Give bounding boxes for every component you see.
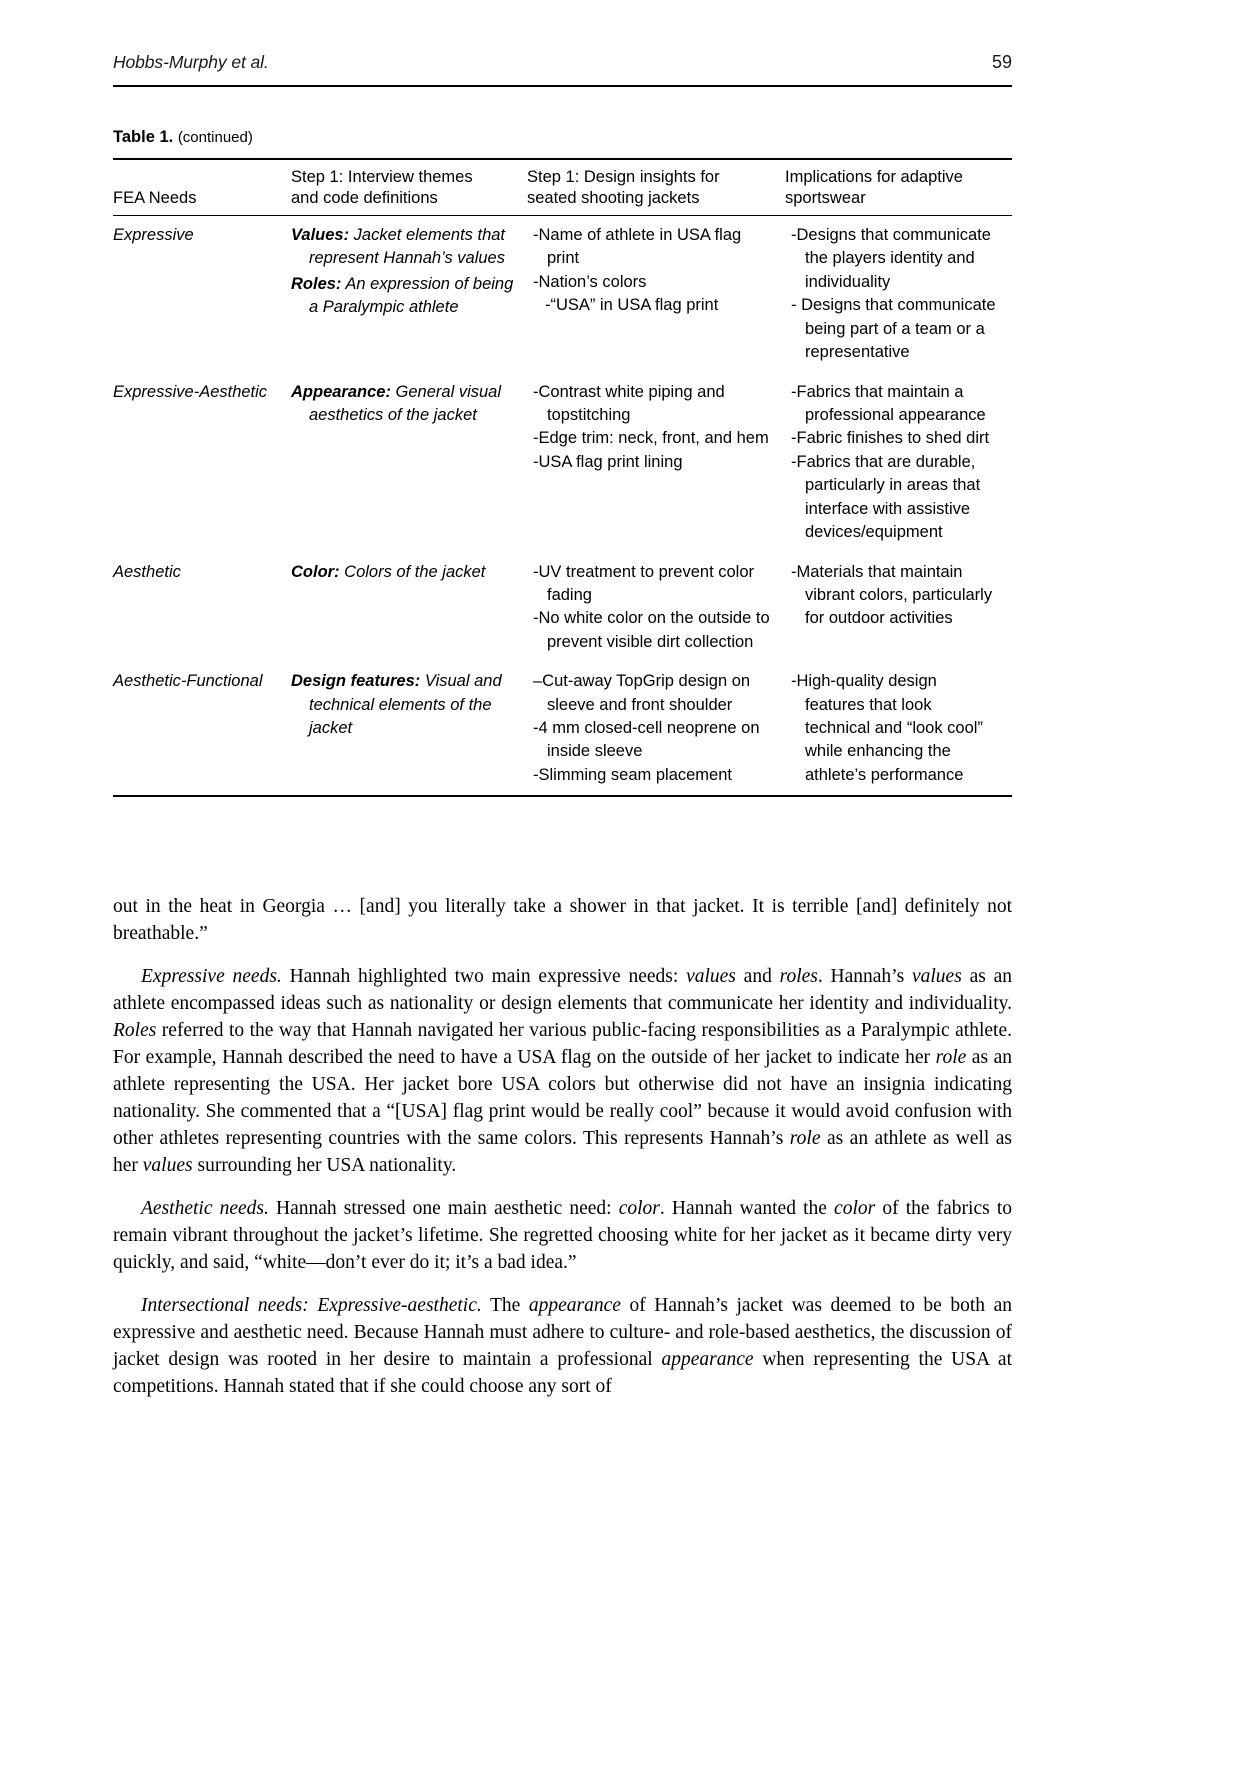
insight-item: -USA flag print lining: [533, 452, 683, 471]
insight-item: -Name of athlete in USA flag print: [533, 226, 742, 268]
paragraph-text: as an athlete encompassed ideas such as nationality or design elements that communicate her identity and individuality.: [113, 966, 1012, 1014]
emphasis-text: appearance: [661, 1349, 754, 1370]
column-header-design-insights: [527, 160, 785, 215]
table-1-block: [113, 127, 1012, 797]
page-number: 59: [991, 52, 1012, 72]
theme-item: [291, 670, 515, 740]
emphasis-text: role: [789, 1128, 821, 1149]
running-head: [113, 52, 1012, 73]
cell-design-insights: [527, 216, 785, 373]
paragraph-text: . Hannah wanted the: [659, 1198, 835, 1219]
theme-item: [291, 561, 515, 584]
implication-item: -Fabrics that are durable, particularly in areas that interface with assistive devices/equipment: [791, 452, 981, 542]
emphasis-text: Aesthetic needs.: [141, 1198, 269, 1219]
table-row: [113, 216, 1012, 373]
emphasis-text: roles: [779, 966, 818, 987]
emphasis-text: appearance: [528, 1295, 621, 1316]
paragraph-text: as an athlete representing the USA. Her jacket bore USA colors but otherwise did not have an insignia indicating nationality. She commented that a “[USA] flag print would be really cool” because it would avoid confusion with other athletes representing countries with the same colors. This represents Hannah’s: [113, 1047, 1012, 1149]
cell-design-insights: [527, 553, 785, 663]
cell-implications: [785, 662, 1012, 795]
theme-item: [291, 224, 515, 271]
implication-item: - Designs that communicate being part of a team or a representative: [791, 296, 996, 362]
cell-fea-need: Expressive-Aesthetic: [113, 382, 268, 401]
implication-item: -Materials that maintain vibrant colors, particularly for outdoor activities: [791, 562, 993, 628]
paragraph-text: surrounding her USA nationality.: [192, 1155, 457, 1176]
theme-item: [291, 273, 515, 320]
insight-item: -UV treatment to prevent color fading: [533, 562, 755, 604]
paragraph-text: referred to the way that Hannah navigated her various public-facing responsibilities as a Paralympic athlete. For example, Hannah described the need to have a USA flag on the outside of her jacket to indicate her: [113, 1020, 1012, 1068]
table-row: [113, 373, 1012, 553]
theme-label: Roles:: [291, 274, 342, 293]
theme-text: Jacket elements that represent Hannah’s values: [309, 226, 506, 268]
paragraph-text: Hannah highlighted two main expressive needs:: [281, 966, 687, 987]
paragraph: [113, 893, 1012, 947]
implication-item: -Fabrics that maintain a professional appearance: [791, 382, 986, 424]
emphasis-text: Intersectional needs: Expressive-aesthetic.: [141, 1295, 482, 1316]
emphasis-text: Roles: [113, 1020, 157, 1041]
emphasis-text: values: [686, 966, 736, 987]
paragraph: [113, 1195, 1012, 1276]
emphasis-text: color: [834, 1198, 876, 1219]
header-line: Step 1: Interview themes: [291, 168, 473, 187]
insight-item: -“USA” in USA flag print: [545, 296, 719, 315]
body-text: [113, 893, 1012, 1400]
column-header-interview-themes: [291, 160, 527, 215]
insight-item: -Slimming seam placement: [533, 765, 732, 784]
paragraph: [113, 963, 1012, 1179]
theme-label: Color:: [291, 562, 340, 581]
paragraph-text: of the fabrics to remain vibrant throughout the jacket’s lifetime. She regretted choosing white for her jacket as it became dirty very quickly, and said, “white—don’t ever do it; it’s a bad idea.”: [113, 1198, 1013, 1273]
header-line: Step 1: Design insights for: [527, 168, 720, 187]
emphasis-text: Expressive needs.: [141, 966, 282, 987]
table-caption-continued: (continued): [177, 129, 253, 146]
header-line: seated shooting jackets: [527, 188, 700, 207]
insight-item: -No white color on the outside to prevent visible dirt collection: [533, 609, 770, 651]
paragraph-text: Hannah stressed one main aesthetic need:: [268, 1198, 619, 1219]
emphasis-text: values: [142, 1155, 193, 1176]
cell-implications: [785, 216, 1012, 373]
cell-implications: [785, 373, 1012, 553]
table-caption: [113, 127, 1012, 148]
paragraph-text: out in the heat in Georgia … [and] you literally take a shower in that jacket. It is terrible [and] definitely not breathable.”: [113, 896, 1012, 944]
insight-item: -Edge trim: neck, front, and hem: [533, 429, 769, 448]
insight-item: -4 mm closed-cell neoprene on inside sleeve: [533, 719, 760, 761]
theme-text: Colors of the jacket: [339, 562, 486, 581]
cell-interview-themes: [291, 216, 527, 373]
paragraph: [113, 1292, 1012, 1400]
table-header-row: [113, 160, 1012, 215]
theme-text: Visual and technical elements of the jacket: [309, 672, 502, 738]
header-line: FEA Needs: [113, 188, 197, 207]
column-header-fea-needs: [113, 160, 291, 215]
insight-item: -Nation’s colors: [533, 272, 647, 291]
emphasis-text: values: [911, 966, 962, 987]
cell-design-insights: [527, 662, 785, 795]
paragraph-text: of Hannah’s jacket was deemed to be both an expressive and aesthetic need. Because Hannah must adhere to culture- and role-based aesthetics, the discussion of jacket design was rooted in her desire to maintain a professional: [113, 1295, 1012, 1370]
theme-text: An expression of being a Paralympic athlete: [309, 274, 514, 317]
running-head-author: Hobbs-Murphy et al.: [113, 52, 269, 72]
theme-item: [291, 381, 515, 428]
cell-interview-themes: [291, 553, 527, 663]
paragraph-text: . Hannah’s: [817, 966, 912, 987]
emphasis-text: color: [618, 1198, 660, 1219]
header-line: and code definitions: [291, 188, 438, 207]
cell-interview-themes: [291, 662, 527, 795]
cell-interview-themes: [291, 373, 527, 553]
implication-item: -Fabric finishes to shed dirt: [791, 429, 990, 448]
column-header-implications: [785, 160, 1012, 215]
theme-label: Design features:: [291, 672, 421, 691]
implication-item: -High-quality design features that look technical and “look cool” while enhancing the athlete’s performance: [791, 672, 983, 784]
paragraph-text: and: [735, 966, 780, 987]
cell-fea-need: Expressive: [113, 226, 194, 245]
cell-fea-need: Aesthetic-Functional: [113, 672, 263, 691]
fea-needs-table-body: [113, 216, 1012, 795]
table-rule-bottom: [113, 795, 1012, 797]
fea-needs-table: [113, 160, 1012, 215]
table-row: [113, 553, 1012, 663]
paragraph-text: The: [481, 1295, 529, 1316]
implication-item: -Designs that communicate the players identity and individuality: [791, 226, 991, 291]
cell-implications: [785, 553, 1012, 663]
theme-text: General visual aesthetics of the jacket: [309, 382, 502, 424]
running-head-rule: [113, 85, 1012, 87]
theme-label: Appearance:: [291, 382, 391, 401]
insight-item: –Cut-away TopGrip design on sleeve and front shoulder: [533, 672, 751, 714]
paragraph-text: when representing the USA at competitions. Hannah stated that if she could choose any sort of: [113, 1349, 1012, 1397]
cell-design-insights: [527, 373, 785, 553]
header-line: Implications for adaptive: [785, 168, 963, 187]
paragraph-text: as an athlete as well as her: [113, 1128, 1012, 1176]
theme-label: Values:: [291, 226, 350, 245]
emphasis-text: role: [935, 1047, 967, 1068]
cell-fea-need: Aesthetic: [113, 562, 181, 581]
header-line: sportswear: [785, 188, 866, 207]
table-row: [113, 662, 1012, 795]
insight-item: -Contrast white piping and topstitching: [533, 382, 725, 424]
table-caption-label: Table 1.: [113, 128, 174, 146]
